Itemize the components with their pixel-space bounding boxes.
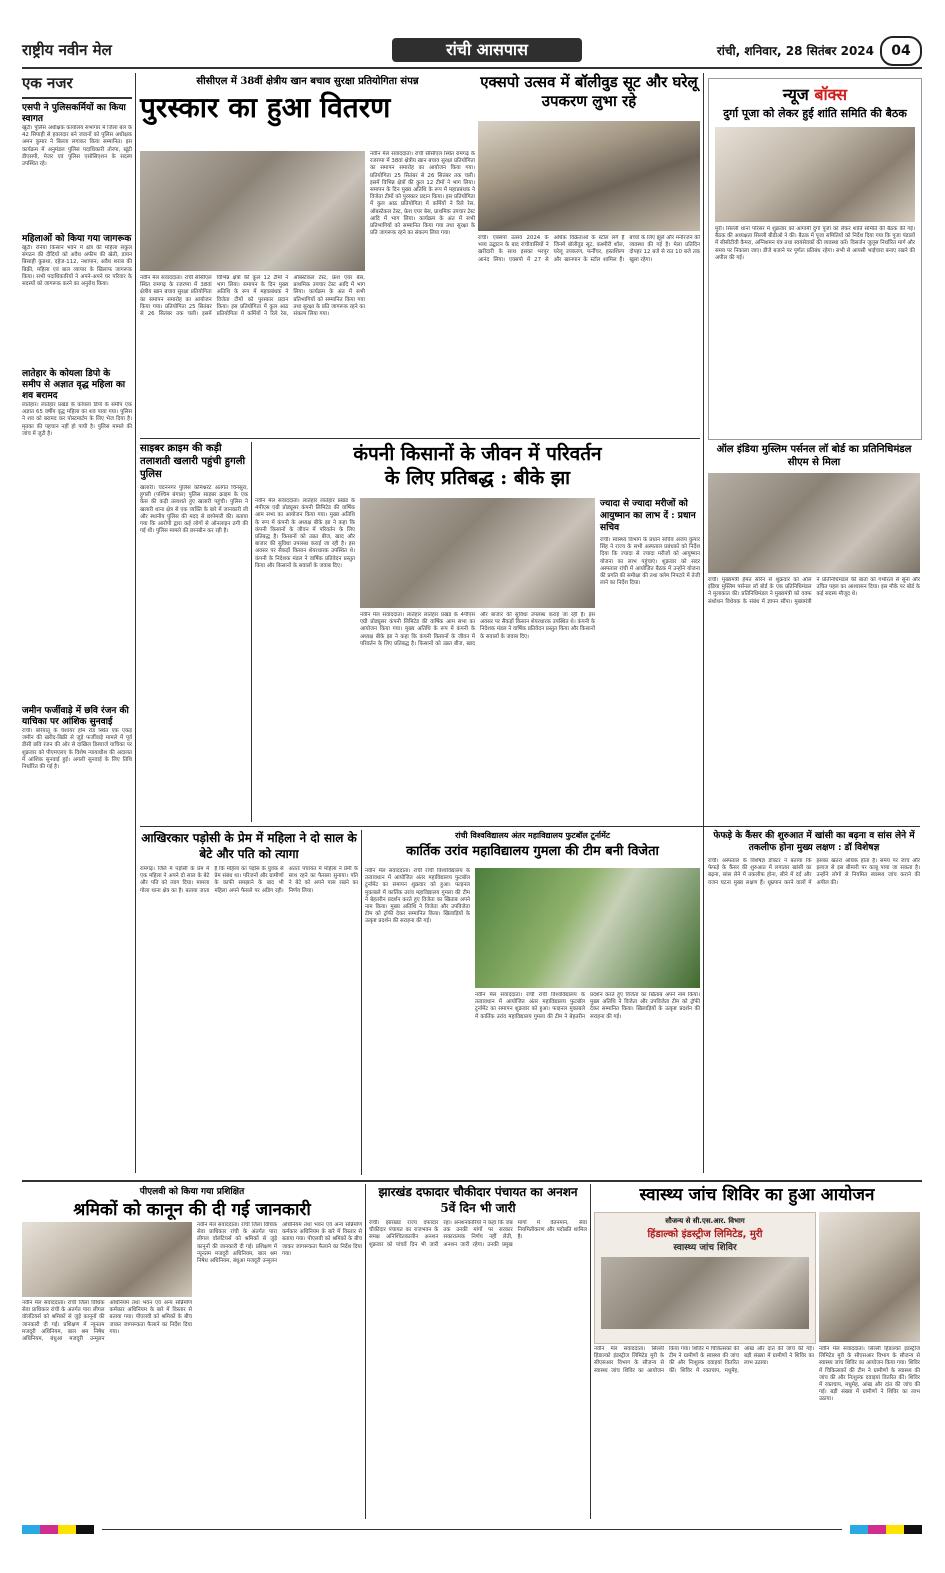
photo-cm-meeting [708,473,920,573]
swatch-magenta [40,1525,58,1534]
story-lung-cancer [708,830,920,1175]
story-body: नवीन मेल संवाददाता। रांची रांची विश्वविद्यालय के तत्वावधान में आयोजित अंतर महाविद्यालय फुटबॉल टूर्नामेंट का समापन शुक्रवार को हुआ। फाइनल मुकाबले में कार्तिक उरांव महाविद्यालय गुमला की टीम ने बेहतरीन प्रदर्शन करते हुए विजेता का खिताब अपने नाम किया। मुख्य अतिथि ने विजेता और उपविजेता टीम को ट्रॉफी देकर सम्मानित किया। खिलाड़ियों के उत्कृष्ट प्रदर्शन की सराहना की गई। [365,868,470,925]
story-headline: एक्सपो उत्सव में बॉलीवुड सूट और घरेलू उपकरण लुभा रहे [480,73,698,110]
story-health-camp [594,1184,920,1519]
photo-camp-doctors [819,1212,920,1342]
column-rule [135,73,136,1173]
story-neighbour-love [140,830,358,1175]
divider [22,97,132,99]
left-column-title: एक नजर [22,74,73,92]
story-body: रांची। अस्पताल के विशेषज्ञ डॉक्टर ने बताया कि फेफड़े के कैंसर की शुरुआत में लगातार खांसी का बढ़ना, सांस लेने में तकलीफ होना, सीने में दर्द और वजन घटना मुख्य लक्षण हैं। धूम्रपान करने वालों में इसका खतरा अधिक होता है। समय पर जांच और इलाज से इस बीमारी पर काबू पाया जा सकता है। उन्होंने लोगों से नियमित स्वास्थ्य जांच कराने की अपील की। [708,858,920,886]
photo-expo-stalls [478,121,700,231]
story-kicker: रांची विश्वविद्यालय अंतर महाविद्यालय फुटबॉल टूर्नामेंट [455,830,610,840]
story-labour-law [22,1184,362,1519]
story-body: मुरी। सिल्ली थाना परिसर में शुक्रवार को आगामी दुर्गा पूजा को लेकर शांति समिति की बैठक की गई। बैठक की अध्यक्षता सिल्ली बीडीओ ने की। बैठक में पूजा समितियों को निर्देश दिया गया कि पूजा पंडालों में सीसीटीवी कैमरा, अग्निशमन यंत्र तथा स्वयंसेवकों की व्यवस्था करें। विसर्जन जुलूस निर्धारित मार्ग और समय पर निकाला जाए। डीजे बजाने पर पूर्णतः प्रतिबंध रहेगा। सभी से आपसी भाईचारा बनाए रखने की अपील की गई। [715,226,915,261]
story-headline: झारखंड दफादार चौकीदार पंचायत का अनशन 5वें दिन भी जारी [378,1185,578,1215]
story-headline: फेफड़े के कैंसर की शुरुआत में खांसी का बढ़ना व सांस लेने में तकलीफ होना मुख्य लक्षण : डॉ विशेषज्ञ [713,831,915,853]
photo-camp-people [601,1257,809,1329]
story-headline-line1: कंपनी किसानों के जीवन में परिवर्तन [353,443,602,465]
story-body: रांची। स्वास्थ्य विभाग के प्रधान सचिव अजय कुमार सिंह ने राज्य के सभी अस्पताल प्रबंधकों को निर्देश दिया कि ज्यादा से ज्यादा मरीजों को आयुष्मान योजना का लाभ पहुंचाएं। शुक्रवार को सदर अस्पताल रांची में आयोजित बैठक में उन्होंने योजना की प्रगति की समीक्षा की तथा क्लेम निपटारे में तेजी लाने का निर्देश दिया। [600,537,700,587]
banner-line: स्वास्थ्य जांच शिविर [673,1243,737,1253]
box-tag-news: न्यूज [782,85,809,104]
story-body: नवीन मेल संवाददाता। रांची सीसीएल स्थित रामगढ़ के रजरप्पा में 38वां क्षेत्रीय खान बचाव सुरक्षा प्रतियोगिता का समापन समारोह का आयोजन किया गया। प्रतियोगिता 25 सितंबर से 26 सितंबर तक चली। इसमें विभिन्न क्षेत्रों की कुल 12 टीमों ने भाग लिया। समापन के दिन मुख्य अतिथि के रूप में महाप्रबंधक ने विजेता टीमों को पुरस्कार प्रदान किया। इस प्रतियोगिता में कुल आठ प्रतियोगिता में कर्मियों ने रिले रेस, ऑबस्टेकल टेस्ट, फ्रेश एयर बेस, प्राथमिक उपचार टेस्ट आदि में भाग लिया। कार्यक्रम के अंत में सभी प्रतिभागियों को सम्मानित किया गया तथा सुरक्षा के प्रति जागरूक रहने का संकल्प लिया गया। [370,151,475,237]
swatch-black [76,1525,94,1534]
story-kicker: पीएलवी को किया गया प्रशिक्षित [139,1187,245,1197]
brief-headline: लातेहार के कोयला डिपो के समीप से अज्ञात वृद्ध महिला का शव बरामद [22,369,126,401]
photo-peace-meeting [715,127,915,222]
brief-body: लातेहार। लातेहार प्रखंड के कोयला डिपो के समीप एक अज्ञात 65 वर्षीय वृद्ध महिला का शव पाया गया। पुलिस ने शव को बरामद कर पोस्टमार्टम के लिए भेज दिया है। मृतका की पहचान नहीं हो पायी है। पुलिस मामले की जांच में जुटी है। [22,402,132,437]
photo-health-camp-banner [594,1212,816,1344]
swatch-black [904,1525,922,1534]
news-box [708,78,922,440]
brief-headline: महिलाओं को किया गया जागरूक [22,234,132,244]
page-number: 04 [880,36,922,66]
story-farmers-company [255,442,700,822]
swatch-yellow [58,1525,76,1534]
header-rule [22,67,922,69]
photo-football-team [475,868,700,988]
story-football [365,830,700,1175]
photo-plv-training [22,1222,192,1297]
story-headline-line2: के लिए प्रतिबद्ध : बीके झा [384,467,571,489]
divider [140,826,920,827]
photo-award-ceremony [140,151,365,271]
swatch-yellow [886,1525,904,1534]
dateline: रांची, शनिवार, 28 सितंबर 2024 [716,44,874,58]
swatch-cyan [22,1525,40,1534]
story-headline: ज्यादा से ज्यादा मरीजों को आयुष्मान का लाभ दें : प्रधान सचिव [600,499,696,533]
story-headline: आखिरकार पड़ोसी के प्रेम में महिला ने दो साल के बेटे और पति को त्यागा [141,831,357,861]
story-personal-law-board [708,443,920,813]
page-header [22,38,922,64]
story-headline: दुर्गा पूजा को लेकर हुई शांति समिति की बैठक [723,107,907,120]
story-body: नवीन मेल संवाददाता। रांची जिला विधिक सेवा प्राधिकार रांची के अंतर्गत पारा लीगल वॉलंटियर्स को श्रमिकों से जुड़े कानूनों की जानकारी दी गई। प्रशिक्षण में न्यूनतम मजदूरी अधिनियम, बाल श्रम निषेध अधिनियम, बंधुआ मजदूरी उन्मूलन अधिनियम तथा भवन एवं अन्य सन्निर्माण कर्मकार अधिनियम के बारे में विस्तार से बताया गया। पीएलवी को श्रमिकों के बीच जाकर जागरूकता फैलाने का निर्देश दिया गया। [197,1222,362,1265]
story-headline: स्वास्थ्य जांच शिविर का हुआ आयोजन [639,1185,875,1205]
story-body: नवीन मेल संवाददाता। लातेहार लातेहार प्रखंड के 4पीएस एग्री प्रोड्यूसर कंपनी लिमिटेड की वार्षिक आम सभा का आयोजन किया गया। मुख्य अतिथि के रूप में कंपनी के अध्यक्ष बीके झा ने कहा कि कंपनी किसानों के जीवन में परिवर्तन के लिए प्रतिबद्ध है। किसानों को उन्नत बीज, खाद और बाजार की सुविधा उपलब्ध कराई जा रही है। इस अवसर पर सैकड़ों किसान शेयरधारक उपस्थित थे। कंपनी के निदेशक मंडल ने वार्षिक प्रतिवेदन प्रस्तुत किया और किसानों के सवालों के जवाब दिए। [360,612,595,647]
story-body: नवीन मेल संवाददाता। लातेहार लातेहार प्रखंड के 4पीएस एग्री प्रोड्यूसर कंपनी लिमिटेड की वार्षिक आम सभा का आयोजन किया गया। मुख्य अतिथि के रूप में कंपनी के अध्यक्ष बीके झा ने कहा कि कंपनी किसानों के जीवन में परिवर्तन के लिए प्रतिबद्ध है। किसानों को उन्नत बीज, खाद और बाजार की सुविधा उपलब्ध कराई जा रही है। इस अवसर पर सैकड़ों किसान शेयरधारक उपस्थित थे। कंपनी के निदेशक मंडल ने वार्षिक प्रतिवेदन प्रस्तुत किया और किसानों के सवालों के जवाब दिए। [255,498,355,569]
box-tag-box: बॉक्स [814,85,848,104]
swatch-magenta [868,1525,886,1534]
story-body: खलारी। चंदननगर पुलिस कमिश्नरेट अंतर्गत चिनसुरा, हुगली (पश्चिम बंगाल) पुलिस साइबर क्राइम के एक केस की कड़ी तलाशते हुए खलारी पहुंची। पुलिस ने खलारी थाना क्षेत्र से एक व्यक्ति के बारे में जानकारी ली और स्थानीय पुलिस की मदद से छापेमारी की। बताया गया कि आरोपी द्वारा कई लोगों से ऑनलाइन ठगी की गई थी। पुलिस मामले की छानबीन कर रही है। [140,485,248,535]
brief-headline: एसपी ने पुलिसकर्मियों का किया स्वागत [22,103,126,124]
column-rule [361,830,362,1175]
story-cyber-crime [140,442,248,822]
paper-name: राष्ट्रीय नवीन मेल [22,41,112,59]
divider [140,438,700,439]
column-rule [251,442,252,822]
story-body: रांची। मुख्यमंत्री हेमंत सोरेन से शुक्रवार को ऑल इंडिया मुस्लिम पर्सनल लॉ बोर्ड के एक प्रतिनिधिमंडल ने मुलाकात की। प्रतिनिधिमंडल ने मुख्यमंत्री को वक्फ संशोधन विधेयक के संबंध में ज्ञापन सौंपा। मुख्यमंत्री ने प्रतिनिधिमंडल की बातों को गंभीरता से सुना और उचित पहल का आश्वासन दिया। इस मौके पर बोर्ड के कई सदस्य मौजूद थे। [708,577,920,605]
story-body: नवीन मेल संवाददाता। रांची सीसीएल स्थित रामगढ़ के रजरप्पा में 38वां क्षेत्रीय खान बचाव सुरक्षा प्रतियोगिता का समापन समारोह का आयोजन किया गया। प्रतियोगिता 25 सितंबर से 26 सितंबर तक चली। इसमें विभिन्न क्षेत्रों की कुल 12 टीमों ने भाग लिया। समापन के दिन मुख्य अतिथि के रूप में महाप्रबंधक ने विजेता टीमों को पुरस्कार प्रदान किया। इस प्रतियोगिता में कुल आठ प्रतियोगिता में कर्मियों ने रिले रेस, ऑबस्टेकल टेस्ट, फ्रेश एयर बेस, प्राथमिक उपचार टेस्ट आदि में भाग लिया। कार्यक्रम के अंत में सभी प्रतिभागियों को सम्मानित किया गया तथा सुरक्षा के प्रति जागरूक रहने का संकल्प लिया गया। [140,275,365,318]
banner-line: सौजन्य से सी.एस.आर. विभाग [665,1217,745,1225]
story-body: नवीन मेल संवाददाता। रांची रांची विश्वविद्यालय के तत्वावधान में आयोजित अंतर महाविद्यालय फुटबॉल टूर्नामेंट का समापन शुक्रवार को हुआ। फाइनल मुकाबले में कार्तिक उरांव महाविद्यालय गुमला की टीम ने बेहतरीन प्रदर्शन करते हुए विजेता का खिताब अपने नाम किया। मुख्य अतिथि ने विजेता और उपविजेता टीम को ट्रॉफी देकर सम्मानित किया। खिलाड़ियों के उत्कृष्ट प्रदर्शन की सराहना की गई। [475,992,700,1020]
print-color-bar [22,1525,922,1535]
story-aayushman [600,498,700,818]
brief-body: रांची। बरियातू के चेशायर होम रोड स्थित एक एकड़ जमीन की खरीद-बिक्री से जुड़े फर्जीवाड़े मामले में पूर्व डीसी छवि रंजन की ओर से दाखिल डिस्चार्ज याचिका पर शुक्रवार को पीएमएलए के विशेष न्यायाधीश की अदालत में आंशिक सुनवाई हुई। अगली सुनवाई के लिए तिथि निर्धारित की गई है। [22,728,132,771]
divider [22,1180,922,1182]
story-headline: पुरस्कार का हुआ वितरण [140,91,391,124]
story-headline: ऑल इंडिया मुस्लिम पर्सनल लॉ बोर्ड का प्रतिनिधिमंडल सीएम से मिला [716,444,912,468]
story-headline: कार्तिक उरांव महाविद्यालय गुमला की टीम बनी विजेता [406,844,659,859]
story-headline: साइबर क्राइम की कड़ी तलाशती खलारी पहुंची हुगली पुलिस [140,443,246,480]
story-chowkidar-fast [369,1184,587,1519]
footer-rule [102,1529,842,1530]
brief-headline: जमीन फर्जीवाड़े में छवि रंजन की याचिका पर आंशिक सुनवाई [22,706,129,727]
banner-line: हिंडाल्को इंडस्ट्रीज लिमिटेड, मुरी [647,1229,763,1240]
story-body: नवीन मेल संवाददाता। सिल्ली हिंडाल्को इंडस्ट्रीज लिमिटेड मुरी के सीएसआर विभाग के सौजन्य से स्वास्थ्य जांच शिविर का आयोजन किया गया। शिविर में चिकित्सकों की टीम ने ग्रामीणों के स्वास्थ्य की जांच की और निःशुल्क दवाइयां वितरित कीं। शिविर में रक्तचाप, मधुमेह, आंख और दांत की जांच की गई। बड़ी संख्या में ग्रामीणों ने शिविर का लाभ उठाया। [594,1346,814,1374]
story-body: रांची। एक्सपो उत्सव 2024 के भव्य उद्घाटन के बाद रांचीवासियों ने खरीदारी के साथ इसका भरपूर आनंद लिया। एक्सपो में 27 से अधिक विक्रेताओं के स्टॉल लगे हैं जिनमें बॉलीवुड सूट, कश्मीरी शॉल, घरेलू उपकरण, फर्नीचर, हस्तशिल्प और खानपान के स्टॉल शामिल हैं। बच्चों के लिए झूले और मनोरंजन की व्यवस्था की गई है। मेला प्रतिदिन दोपहर 12 बजे से रात 10 बजे तक खुला रहेगा। [478,235,700,263]
story-body: नवीन मेल संवाददाता। सिल्ली हिंडाल्को इंडस्ट्रीज लिमिटेड मुरी के सीएसआर विभाग के सौजन्य से स्वास्थ्य जांच शिविर का आयोजन किया गया। शिविर में चिकित्सकों की टीम ने ग्रामीणों के स्वास्थ्य की जांच की और निःशुल्क दवाइयां वितरित कीं। शिविर में रक्तचाप, मधुमेह, आंख और दांत की जांच की गई। बड़ी संख्या में ग्रामीणों ने शिविर का लाभ उठाया। [819,1346,920,1403]
swatch-cyan [850,1525,868,1534]
column-rule [365,1184,366,1519]
left-column [22,73,132,1188]
story-body: रामगढ़। जिले में पड़ोसी के प्रेम में एक महिला ने अपने दो साल के बेटे और पति को त्याग दिया। मामला गोला थाना क्षेत्र का है। बताया जाता है कि महिला का पड़ोस के युवक से प्रेम संबंध था। परिजनों और ग्रामीणों के काफी समझाने के बाद भी महिला अपने फैसले पर अडिग रही। अंततः पंचायत में महिला ने प्रेमी के साथ रहने का फैसला सुनाया। पति ने बेटे को अपने पास रखने का निर्णय लिया। [140,866,358,894]
story-kicker: सीसीएल में 38वीं क्षेत्रीय खान बचाव सुरक्षा प्रतियोगिता संपन्न [196,76,419,87]
story-body: नवीन मेल संवाददाता। रांची जिला विधिक सेवा प्राधिकार रांची के अंतर्गत पारा लीगल वॉलंटियर्स को श्रमिकों से जुड़े कानूनों की जानकारी दी गई। प्रशिक्षण में न्यूनतम मजदूरी अधिनियम, बाल श्रम निषेध अधिनियम, बंधुआ मजदूरी उन्मूलन अधिनियम तथा भवन एवं अन्य सन्निर्माण कर्मकार अधिनियम के बारे में विस्तार से बताया गया। पीएलवी को श्रमिकों के बीच जाकर जागरूकता फैलाने का निर्देश दिया गया। [22,1300,192,1343]
brief-body: खूंटी। पुलिस अधीक्षक कार्यालय सभागार में जिला बल के 42 सिपाही से हवलदार बने जवानों को पुलिस अधीक्षक अमन कुमार ने बिल्ला लगाकर किया सम्मानित। इस कार्यक्रम में अनुमंडल पुलिस पदाधिकारी तोरपा, खूंटी डीएसपी, मेजर एवं पुलिस एसोसिएशन के सदस्य उपस्थित रहे। [22,125,132,168]
story-headline: श्रमिकों को कानून की दी गई जानकारी [73,1200,311,1220]
brief-body: खूंटी। रनिया किसान भवन में क्षेत्र की महिला संकुल संगठन की दीदियों को अवैध अफीम की खेती, डायन बिसाही कुप्रथा, दहेज-112, नशापान, अवैध शराब की बिक्री, महिला एवं बाल व्यापार के खिलाफ जागरूक किया। सभी पदाधिकारियों ने अपने-अपने घर परिवार के सदस्यों को जागरूक करने का अनुरोध किया। [22,245,132,288]
section-title: रांची आसपास [392,38,582,62]
column-rule [590,1184,591,1519]
story-body: रांची। झारखंड राज्य दफादार चौकीदार पंचायत का राजभवन के समक्ष अनिश्चितकालीन अनशन शुक्रवार को पांचवें दिन भी जारी रहा। अनशनकारियों ने कहा कि जब तक उनकी मांगों पर सरकार सकारात्मक निर्णय नहीं लेती, अनशन जारी रहेगा। उनकी प्रमुख मांगों में वेतनमान, सेवा नियमितीकरण और पदोन्नति शामिल है। [369,1220,587,1248]
story-ccl [140,73,475,433]
photo-annual-meeting [360,498,595,608]
column-rule [703,73,704,1173]
story-expo [478,73,700,433]
